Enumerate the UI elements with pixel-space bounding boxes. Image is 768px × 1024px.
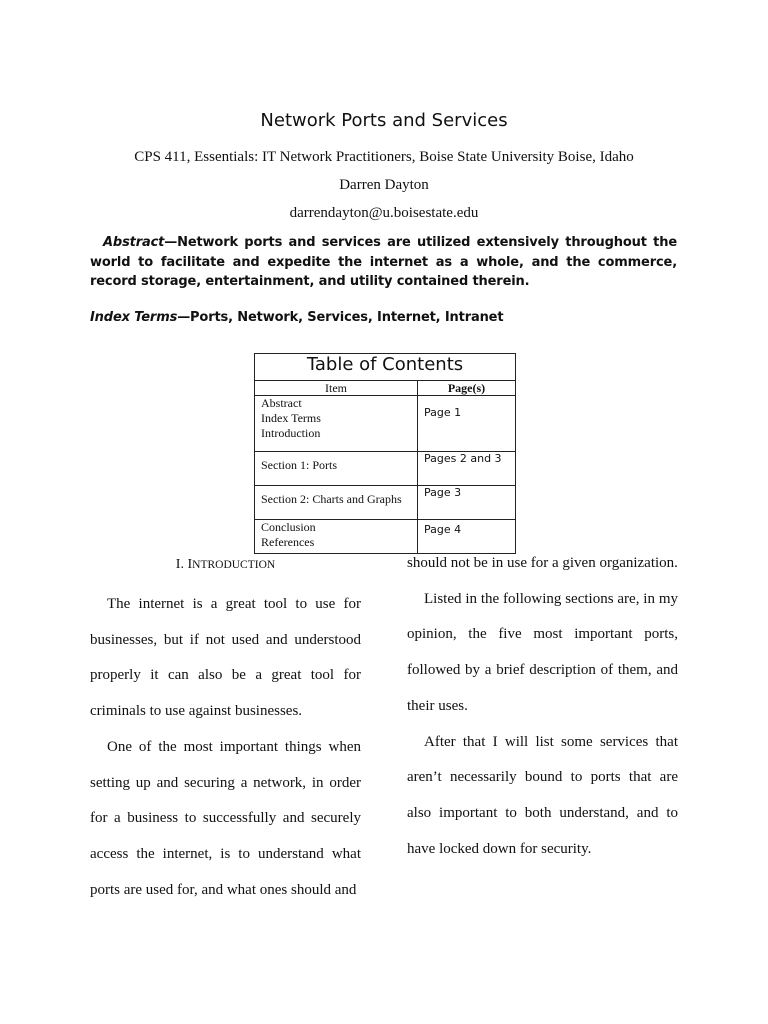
toc-pages: Pages 2 and 3 — [418, 452, 516, 486]
left-column — [90, 551, 361, 908]
toc-item: Section 1: Ports — [261, 458, 338, 472]
index-terms-text: Ports, Network, Services, Internet, Intranet — [190, 310, 504, 325]
abstract-text: Network ports and services are utilized extensively throughout the world to facilitate and expedite the internet as a whole, and the commerce, record storage, entertainment, and utility contained therein. — [90, 235, 677, 289]
abstract-label: Abstract — [103, 235, 165, 250]
toc-item: Index Terms — [261, 411, 321, 425]
toc-item-cell — [255, 486, 418, 520]
toc-item-cell — [255, 396, 418, 452]
toc-item: References — [261, 535, 315, 549]
index-terms-dash: — — [177, 310, 191, 325]
toc-item-cell — [255, 520, 418, 554]
table-row — [255, 452, 516, 486]
toc-item: Conclusion — [261, 520, 316, 534]
section-numeral: I. — [175, 557, 188, 572]
toc-caption: Table of Contents — [255, 354, 516, 381]
affiliation: CPS 411, Essentials: IT Network Practitioners, Boise State University Boise, Idaho — [134, 149, 634, 165]
toc-item: Abstract — [261, 396, 302, 410]
table-row — [255, 396, 516, 452]
toc-header-item: Item — [255, 381, 418, 396]
toc-item: Introduction — [261, 426, 321, 440]
toc-item: Section 2: Charts and Graphs — [261, 492, 402, 506]
section-heading-rest: NTRODUCTION — [192, 559, 276, 571]
body-paragraph: The internet is a great tool to use for businesses, but if not used and understood properly it can also be a great tool for criminals to use against businesses. — [90, 596, 361, 720]
index-terms-label: Index Terms — [90, 310, 178, 325]
section-heading-initial: I — [187, 557, 193, 572]
abstract — [90, 233, 677, 292]
table-of-contents — [254, 353, 516, 554]
table-row — [255, 486, 516, 520]
body-paragraph-continuation: should not be in use for a given organization. — [407, 555, 678, 571]
toc-header-pages: Page(s) — [418, 381, 516, 396]
body-paragraph: Listed in the following sections are, in my opinion, the five most important ports, followed by a brief description of them, and their uses. — [407, 590, 678, 714]
body-paragraph: One of the most important things when setting up and securing a network, in order for a business to successfully and securely access the internet, is to understand what ports are used for, and what ones should and — [90, 738, 361, 898]
body-paragraph: After that I will list some services that aren’t necessarily bound to ports that are also important to both understand, and to have locked down for security. — [407, 733, 678, 857]
section-heading — [90, 551, 361, 587]
toc-pages: Page 3 — [418, 486, 516, 520]
right-column — [407, 546, 678, 867]
toc-pages: Page 4 — [418, 520, 516, 554]
paper-title: Network Ports and Services — [260, 110, 508, 131]
author-name: Darren Dayton — [339, 177, 429, 193]
index-terms — [90, 310, 677, 325]
author-email: darrendayton@u.boisestate.edu — [289, 205, 479, 221]
toc-pages: Page 1 — [418, 396, 516, 452]
toc-item-cell — [255, 452, 418, 486]
abstract-dash: — — [164, 235, 178, 250]
